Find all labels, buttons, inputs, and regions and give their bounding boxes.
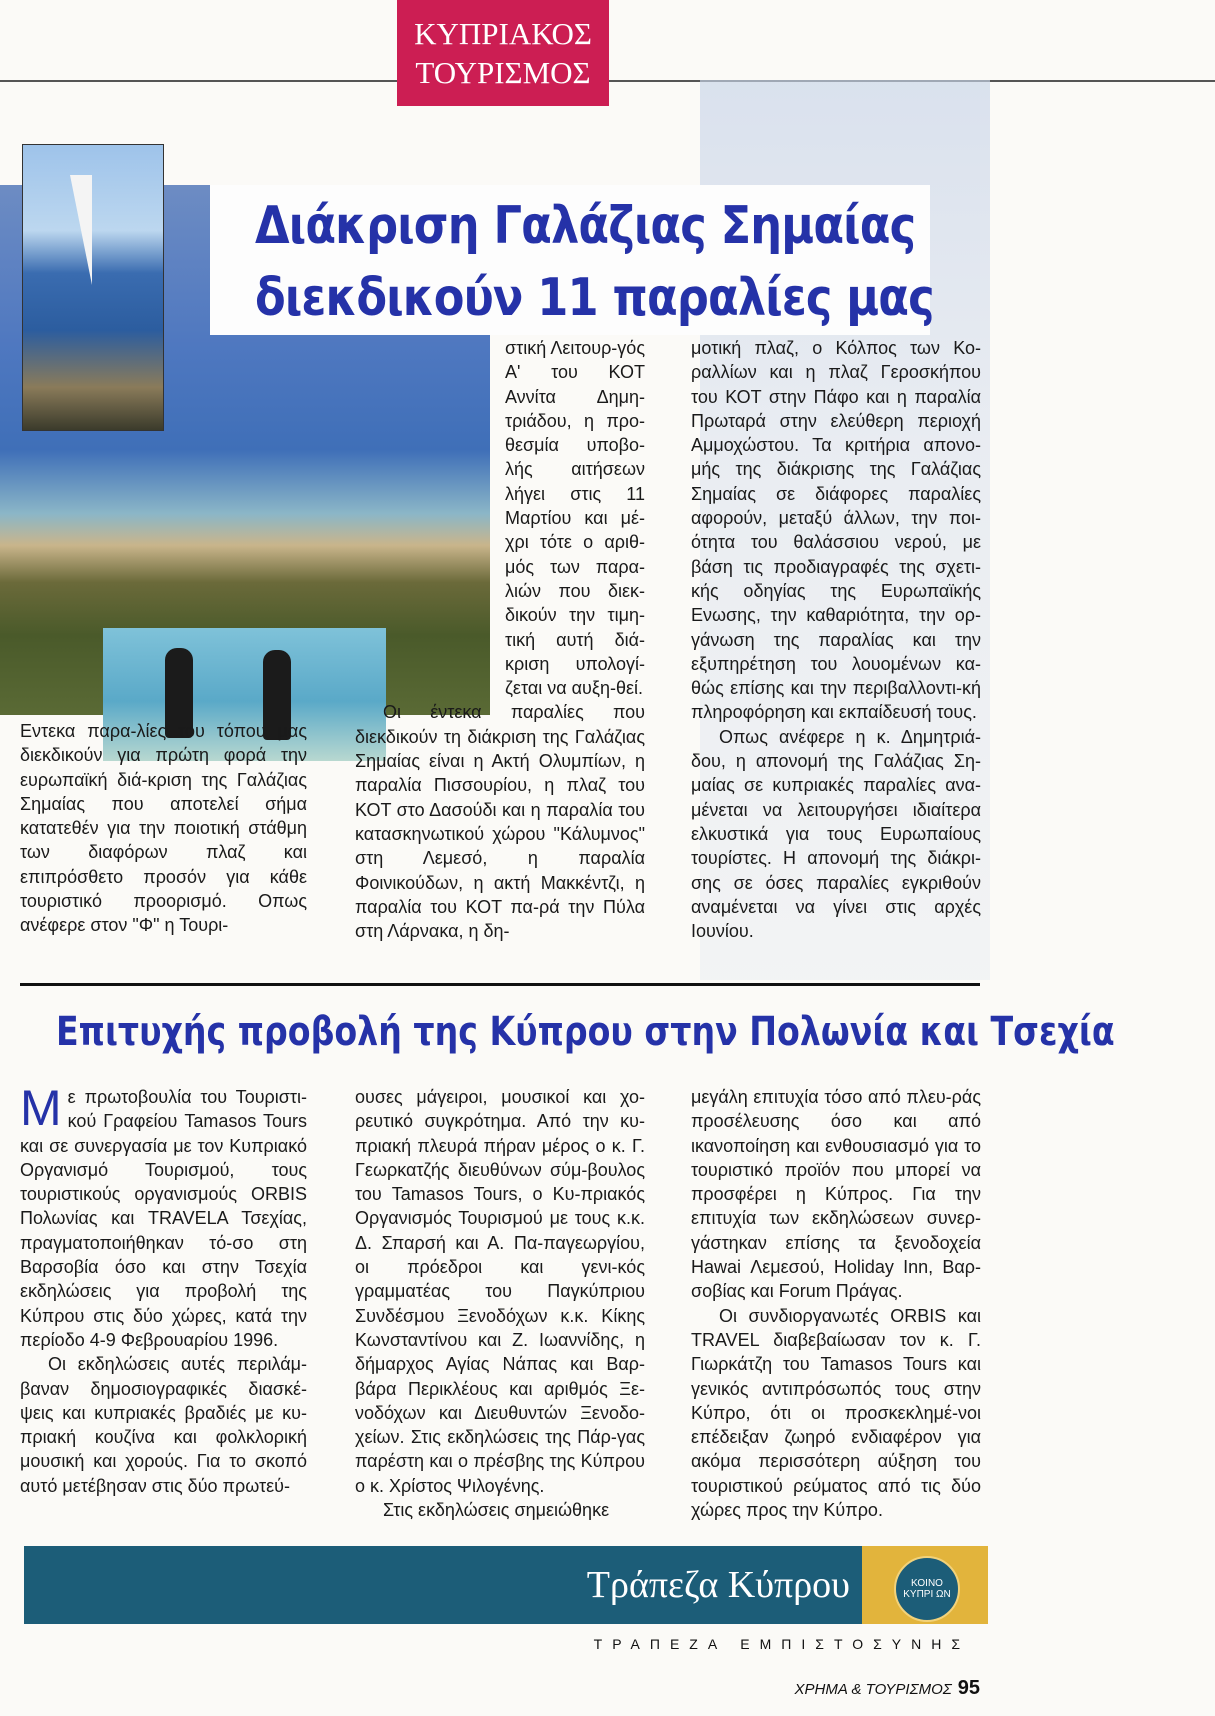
article2-col1-p1: ε πρωτοβουλία του Τουριστι-κού Γραφείου Tamasos Tours και σε συνεργασία με τον Κυπριακό Οργανισμό Τουρισμού, τους τουριστικούς οργανισμούς ORBIS Πολωνίας και TRAVELA Τσεχίας, πραγματοποιήθηκαν τό-σο στη Βαρσοβία όσο και στην Τσεχία εκδηλώσεις για προβολή της Κύπρου στις δύο χώρες, κατά την περίοδο 4-9 Φεβρουαρίου 1996. [20,1087,307,1350]
article2-col3-p2: Οι συνδιοργανωτές ORBIS και TRAVEL διαβεβαίωσαν τον κ. Γ. Γιωρκάτζη του Tamasos Tours και γενικός αντιπρόσωπός τους στην Κύπρο, ότι οι προσκεκλημέ-νοι επέδειξαν ζωηρό ενδιαφέρον για ακόμα περισσότερη αύξηση του τουριστικού ρεύματος από τις δύο χώρες προς την Κύπρο. [691,1305,981,1521]
section-label [397,0,609,106]
section-label-line2: ΤΟΥΡΙΣΜΟΣ [415,55,591,90]
sailboat-photo [22,144,164,431]
article1-title-line2: διεκδικούν 11 παραλίες μας [255,268,934,328]
article2-col1-p2: Οι εκδηλώσεις αυτές περιλάμ-βαναν δημοσιογραφικές διασκέ-ψεις και κυπριακές βραδιές με κυ-πριακή κουζίνα και φολκλορική μουσική και χορούς. Για το σκοπό αυτό μετέβησαν στις δύο πρωτεύ- [20,1354,307,1496]
article1-column3 [691,336,981,943]
article2-col2-p2: Στις εκδηλώσεις σημειώθηκε [383,1500,610,1521]
bank-logo-text: ΚΟΙΝΟ ΚΥΠΡΙ ΩΝ [903,1578,951,1600]
publication-name: ΧΡΗΜΑ & ΤΟΥΡΙΣΜΟΣ [794,1681,952,1698]
article2-col3-p1: μεγάλη επιτυχία τόσο από πλευ-ράς προσέλευσης όσο και από ικανοποίηση και ενθουσιασμό για το τουριστικό προϊόν που μπορεί να προσφέρει η Κύπρος. Για την επιτυχία των εκδηλώσεων συνερ-γάστηκαν επίσης τα ξενοδοχεία Hawai Λεμεσού, Holiday Inn, Βαρ-σοβίας και Forum Πράγας. [691,1087,981,1302]
article1-title-line1: Διάκριση Γαλάζιας Σημαίας [255,196,916,256]
article1-column1 [20,719,307,938]
article1-col1-text: Εντεκα παρα-λίες του τόπου μας διεκδικούν για πρώτη φορά την ευρωπαϊκή διά-κριση της Γαλάζιας Σημαίας που αποτελεί σήμα κατατεθέν για την ποιοτική στάθμη των διαφόρων πλαζ και επιπρόσθετο προσόν για κάθε τουριστικό προορισμό. Οπως ανέφερε στον "Φ" η Τουρι- [20,721,307,936]
bank-logo [894,1556,960,1622]
article2-col2-p1: ουσες μάγειροι, μουσικοί και χο-ρευτικό συγκρότημα. Από την κυ-πριακή πλευρά πήραν μέρος ο κ. Γ. Γεωρκατζής διευθύνων σύμ-βουλος του Tamasos Tours, ο Κυ-πριακός Οργανισμός Τουρισμού με τους κ.κ. Δ. Σπαρσή και Α. Πα-παγεωργίου, οι πρόεδροι και γενι-κός γραμματέας του Παγκύπριου Συνδέσμου Ξενοδόχων κ.κ. Κίκης Κωνσταντίνου και Ζ. Ιωαννίδης, η δήμαρχος Αγίας Νάπας και Βαρ-βάρα Περικλέους και αριθμός Ξε-νοδόχων και Διευθυντών Ξενοδο-χείων. Στις εκδηλώσεις της Πάρ-γας παρέστη και ο πρέσβης της Κύπρου ο κ. Χρίστος Ψιλογένης. [355,1087,645,1496]
article1-col2-p2: Οι έντεκα παραλίες που διεκδικούν τη διάκριση της Γαλάζιας Σημαίας είναι η Ακτή Ολυμπίων, η παραλία Πισσουρίου, η πλαζ του ΚΟΤ στο Δασούδι και η παραλία του κατασκηνωτικού χώρου "Κάλυμνος" στη Λεμεσό, η παραλία Φοινικούδων, η ακτή Μακκέντζι, η παραλία του ΚΟΤ πα-ρά την Πύλα στη Λάρνακα, η δη- [355,702,645,942]
article1-column2 [355,336,645,943]
article2-column3 [691,1085,981,1522]
bank-ad-slogan: ΤΡΑΠΕΖΑ ΕΜΠΙΣΤΟΣΥΝΗΣ [593,1636,970,1652]
article1-col3-p1: μοτική πλαζ, ο Κόλπος των Κο-ραλλίων και η πλαζ Γεροσκήπου του ΚΟΤ στην Πάφο και η παραλία Πρωταρά στην ελεύθερη περιοχή Αμμοχώστου. Τα κριτήρια απονο-μής της διάκρισης της Γαλάζιας Σημαίας σε διάφορες παραλίες αφορούν, μεταξύ άλλων, την ποι-ότητα του θαλάσσιου νερού, με βάση τις προδιαγραφές της σχετι-κής οδηγίας της Ευρωπαϊκής Ενωσης, την καθαριότητα, την ορ-γάνωση της παραλίας και την εξυπηρέτηση του λουομένων κα-θώς επίσης και την περιβαλλοντι-κή πληροφόρηση και εκπαίδευσή τους. [691,338,981,723]
article-divider [20,983,980,986]
page-footer [700,1677,980,1700]
article1-col2-p1: στική Λειτουρ-γός Α' του ΚΟΤ Αννίτα Δημη-τριάδου, η προ-θεσμία υποβο-λής αιτήσεων λήγει στις 11 Μαρτίου και μέ-χρι τότε ο αριθ-μός των παρα-λιών που διεκ-δικούν την τιμη-τική αυτή διά-κριση υπολογί-ζεται να αυξη-θεί. [505,338,645,699]
article1-col3-p2: Οπως ανέφερε η κ. Δημητριά-δου, η απονομή της Γαλάζιας Ση-μαίας σε κυπριακές παραλίες ανα-μένεται να λειτουργήσει ιδιαίτερα ελκυστικά για τους Ευρωπαίους τουρίστες. Η απονομή της διάκρι-σης σε όσες παραλίες εγκριθούν αναμένεται να γίνει στις αρχές Ιουνίου. [691,726,981,942]
article2-column1 [20,1080,307,1498]
article1-title [255,190,934,334]
article2-title: Επιτυχής προβολή της Κύπρου στην Πολωνία και Τσεχία [56,1009,1115,1055]
article2-column2 [355,1085,645,1522]
sail-shape [50,175,92,285]
bank-ad-name: Τράπεζα Κύπρου [586,1564,850,1606]
page-number: 95 [957,1677,980,1699]
dropcap: Μ [20,1080,62,1136]
section-label-line1: ΚΥΠΡΙΑΚΟΣ [414,16,592,51]
